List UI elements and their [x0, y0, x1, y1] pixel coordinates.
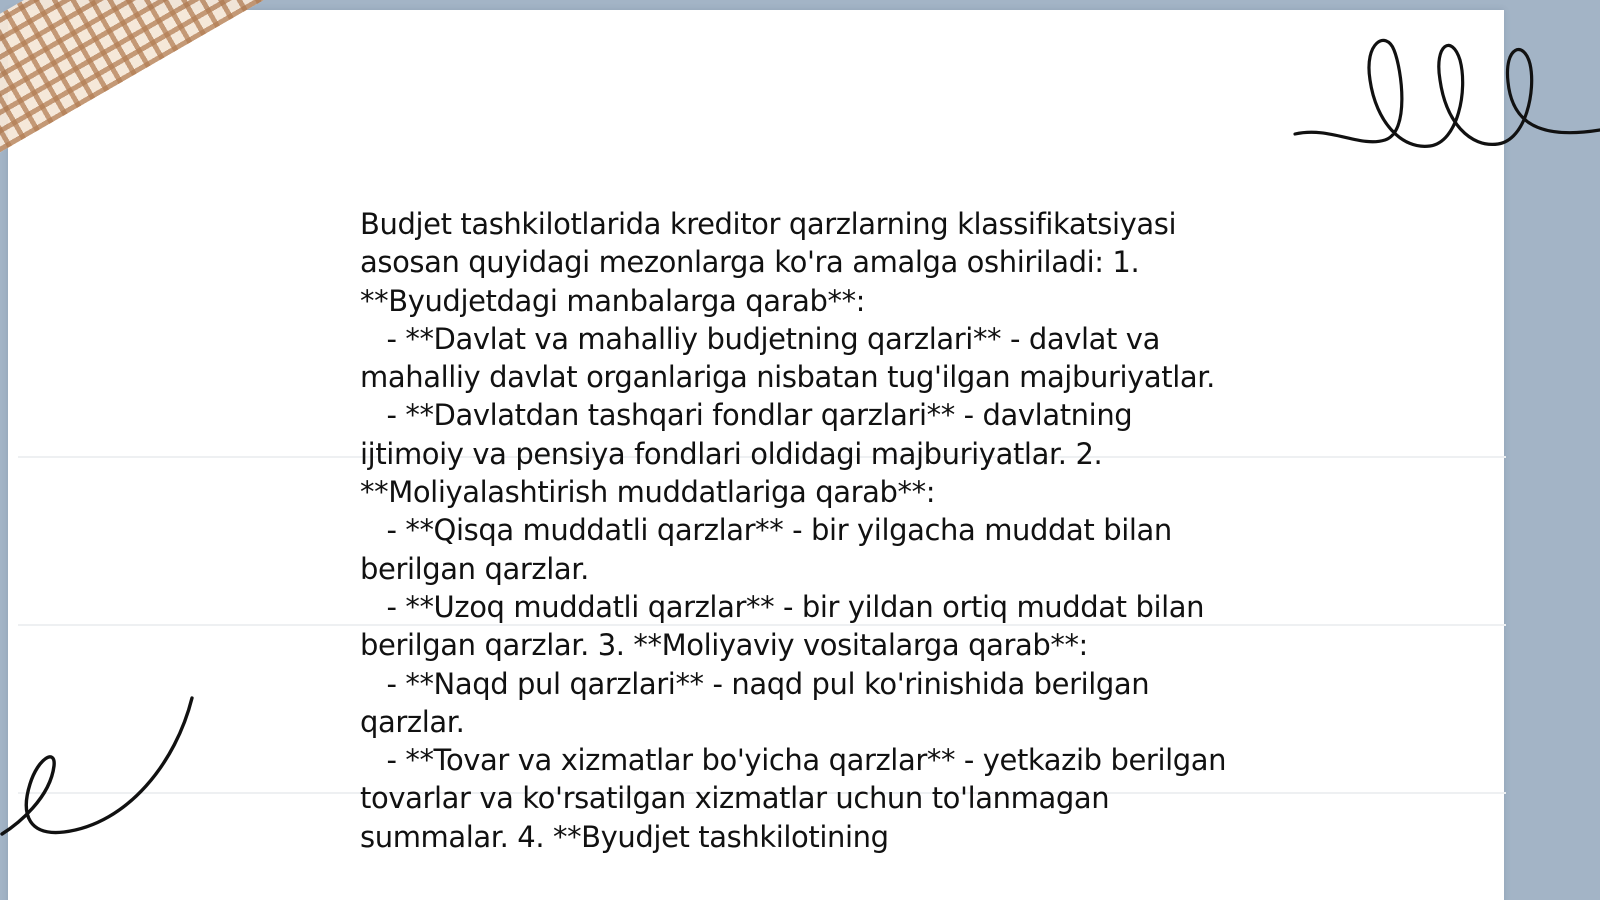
body-text: Budjet tashkilotlarida kreditor qarzlarning klassifikatsiyasi asosan quyidagi mezonlarga ko'ra amalga oshiriladi: 1. **Byudjetdagi manbalarga qarab**: - **Davlat va mahalliy budjetning qarzlari** - davlat va mahalliy davlat organlariga nisbatan tug'ilgan majburiyatlar. - **Davlatdan tashqari fondlar qarzlari** - davlatning ijtimoiy va pensiya fondlari oldidagi majburiyatlar. 2. **Moliyalashtirish muddatlariga qarab**: - **Qisqa muddatli qarzlar** - bir yilgacha muddat bilan berilgan qarzlar. - **Uzoq muddatli qarzlar** - bir yildan ortiq muddat bilan berilgan qarzlar. 3. **Moliyaviy vositalarga qarab**: - **Naqd pul qarzlari** - naqd pul ko'rinishida berilgan qarzlar. - **Tovar va xizmatlar bo'yicha qarzlar** - yetkazib berilgan tovarlar va ko'rsatilgan xizmatlar uchun to'lanmagan summalar. 4. **Byudjet tashkilotining — [360, 207, 1227, 854]
loop-scribble-icon — [1290, 30, 1600, 170]
swirl-scribble-icon — [0, 692, 200, 852]
